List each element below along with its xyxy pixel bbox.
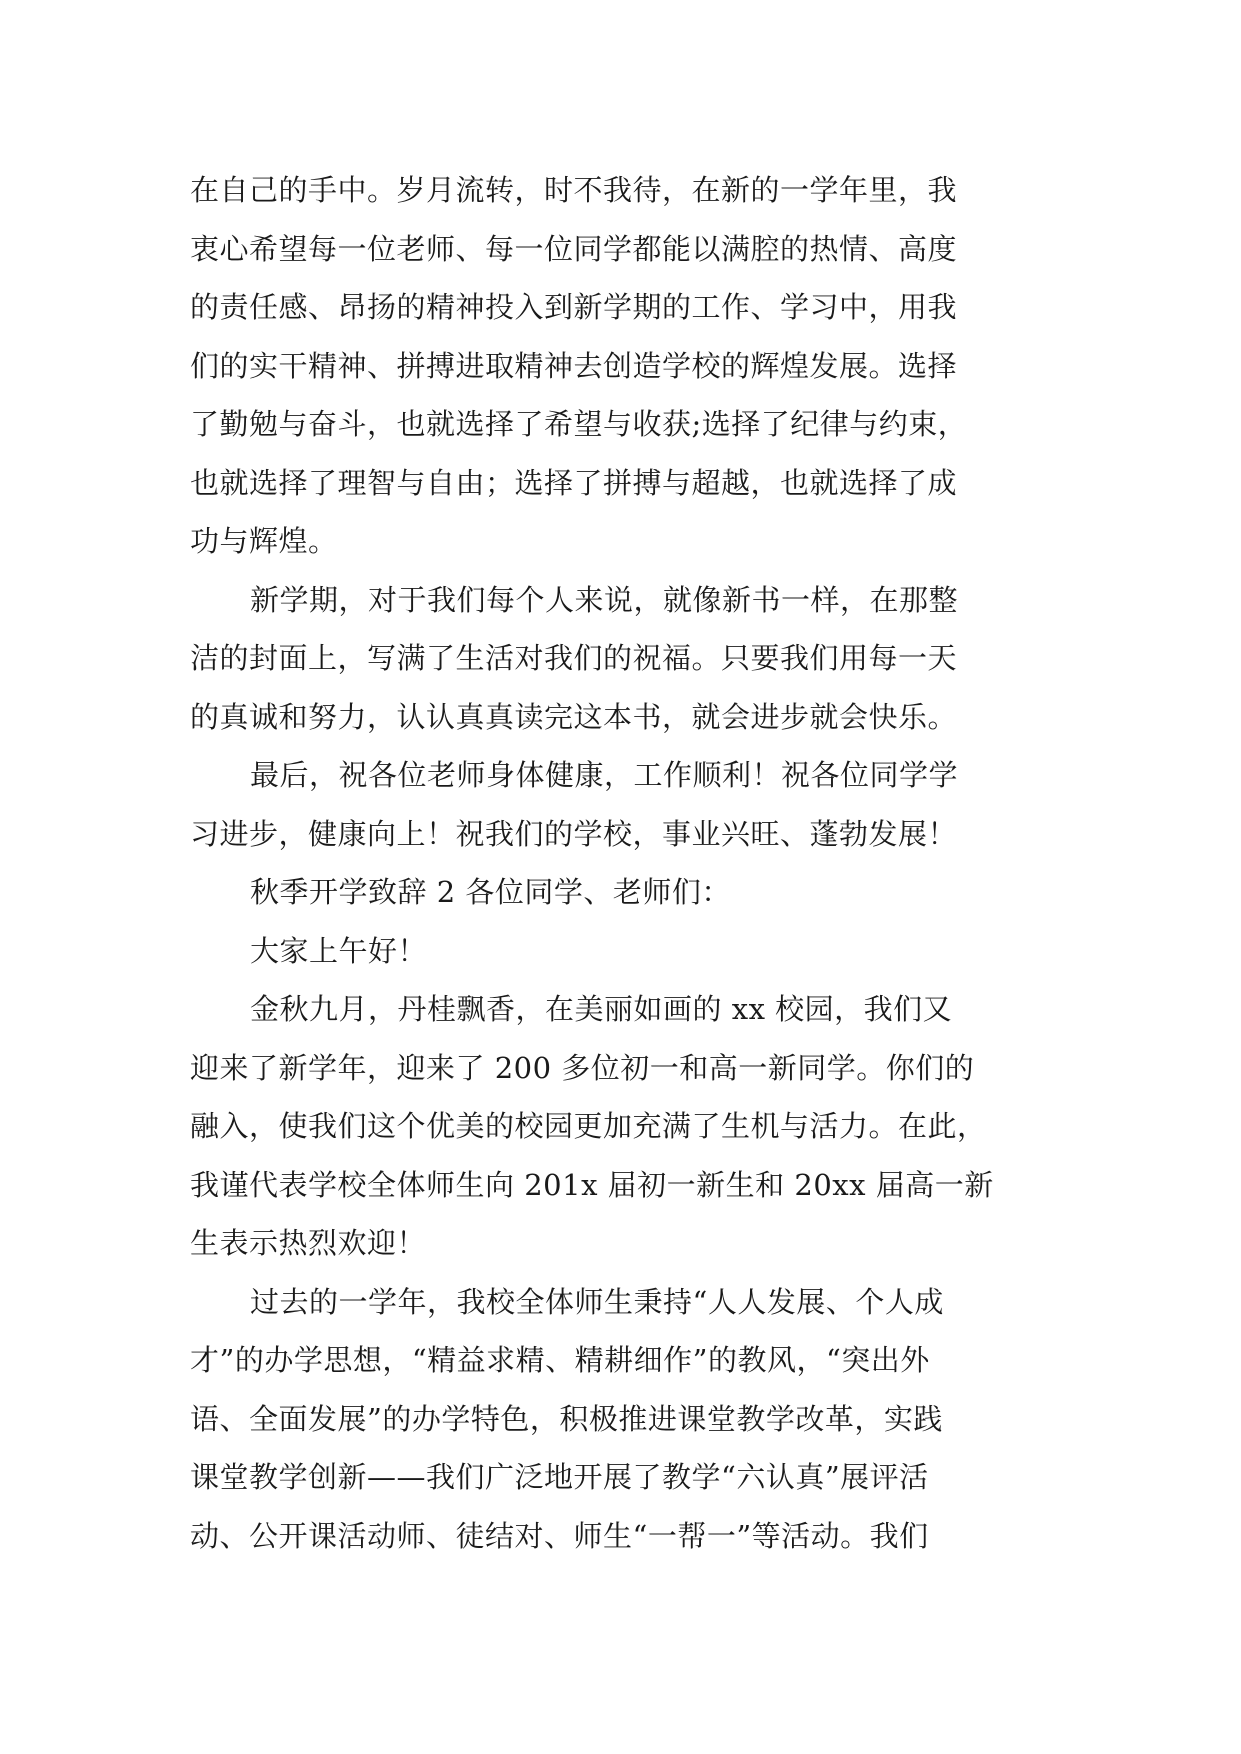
text-line: 过去的一学年，我校全体师生秉持“人人发展、个人成 <box>250 1284 944 1319</box>
paragraph-2 <box>190 571 1060 747</box>
text-line: 动、公开课活动师、徒结对、师生“一帮一”等活动。我们 <box>190 1518 929 1553</box>
text-line: 习进步，健康向上！祝我们的学校，事业兴旺、蓬勃发展！ <box>190 816 958 851</box>
document-body <box>190 161 1060 1565</box>
paragraph-1 <box>190 161 1060 571</box>
text-line: 在自己的手中。岁月流转，时不我待，在新的一学年里，我 <box>190 173 958 207</box>
text-line: 金秋九月，丹桂飘香，在美丽如画的 xx 校园，我们又 <box>250 992 953 1026</box>
text-line: 衷心希望每一位老师、每一位同学都能以满腔的热情、高度 <box>190 231 958 266</box>
text-line: 语、全面发展”的办学特色，积极推进课堂教学改革，实践 <box>190 1401 943 1436</box>
text-line: 的真诚和努力，认认真真读完这本书，就会进步就会快乐。 <box>190 699 958 734</box>
paragraph-5-greeting <box>190 922 1060 981</box>
paragraph-3 <box>190 746 1060 863</box>
text-line: 功与辉煌。 <box>190 524 338 558</box>
text-line: 我谨代表学校全体师生向 201x 届初一新生和 20xx 届高一新 <box>190 1167 994 1202</box>
text-line: 也就选择了理智与自由；选择了拼搏与超越，也就选择了成 <box>190 465 958 500</box>
greeting-line: 大家上午好！ <box>250 933 428 968</box>
text-line: 课堂教学创新——我们广泛地开展了教学“六认真”展评活 <box>190 1460 929 1494</box>
text-line: 迎来了新学年，迎来了 200 多位初一和高一新同学。你们的 <box>190 1050 975 1085</box>
text-line: 融入，使我们这个优美的校园更加充满了生机与活力。在此， <box>190 1109 987 1143</box>
text-line: 了勤勉与奋斗，也就选择了希望与收获;选择了纪律与约束， <box>190 407 968 441</box>
paragraph-7 <box>190 1273 1060 1566</box>
text-line: 生表示热烈欢迎！ <box>190 1226 427 1260</box>
paragraph-4-heading <box>190 863 1060 922</box>
text-line: 们的实干精神、拼搏进取精神去创造学校的辉煌发展。选择 <box>190 348 958 383</box>
paragraph-6 <box>190 980 1060 1273</box>
text-line: 新学期，对于我们每个人来说，就像新书一样，在那整 <box>250 582 959 617</box>
section-heading: 秋季开学致辞 2 各位同学、老师们： <box>250 875 731 909</box>
text-line: 洁的封面上，写满了生活对我们的祝福。只要我们用每一天 <box>190 641 958 675</box>
text-line: 才”的办学思想，“精益求精、精耕细作”的教风，“突出外 <box>190 1343 930 1377</box>
text-line: 的责任感、昂扬的精神投入到新学期的工作、学习中，用我 <box>190 290 958 324</box>
text-line: 最后，祝各位老师身体健康，工作顺利！祝各位同学学 <box>250 758 959 792</box>
